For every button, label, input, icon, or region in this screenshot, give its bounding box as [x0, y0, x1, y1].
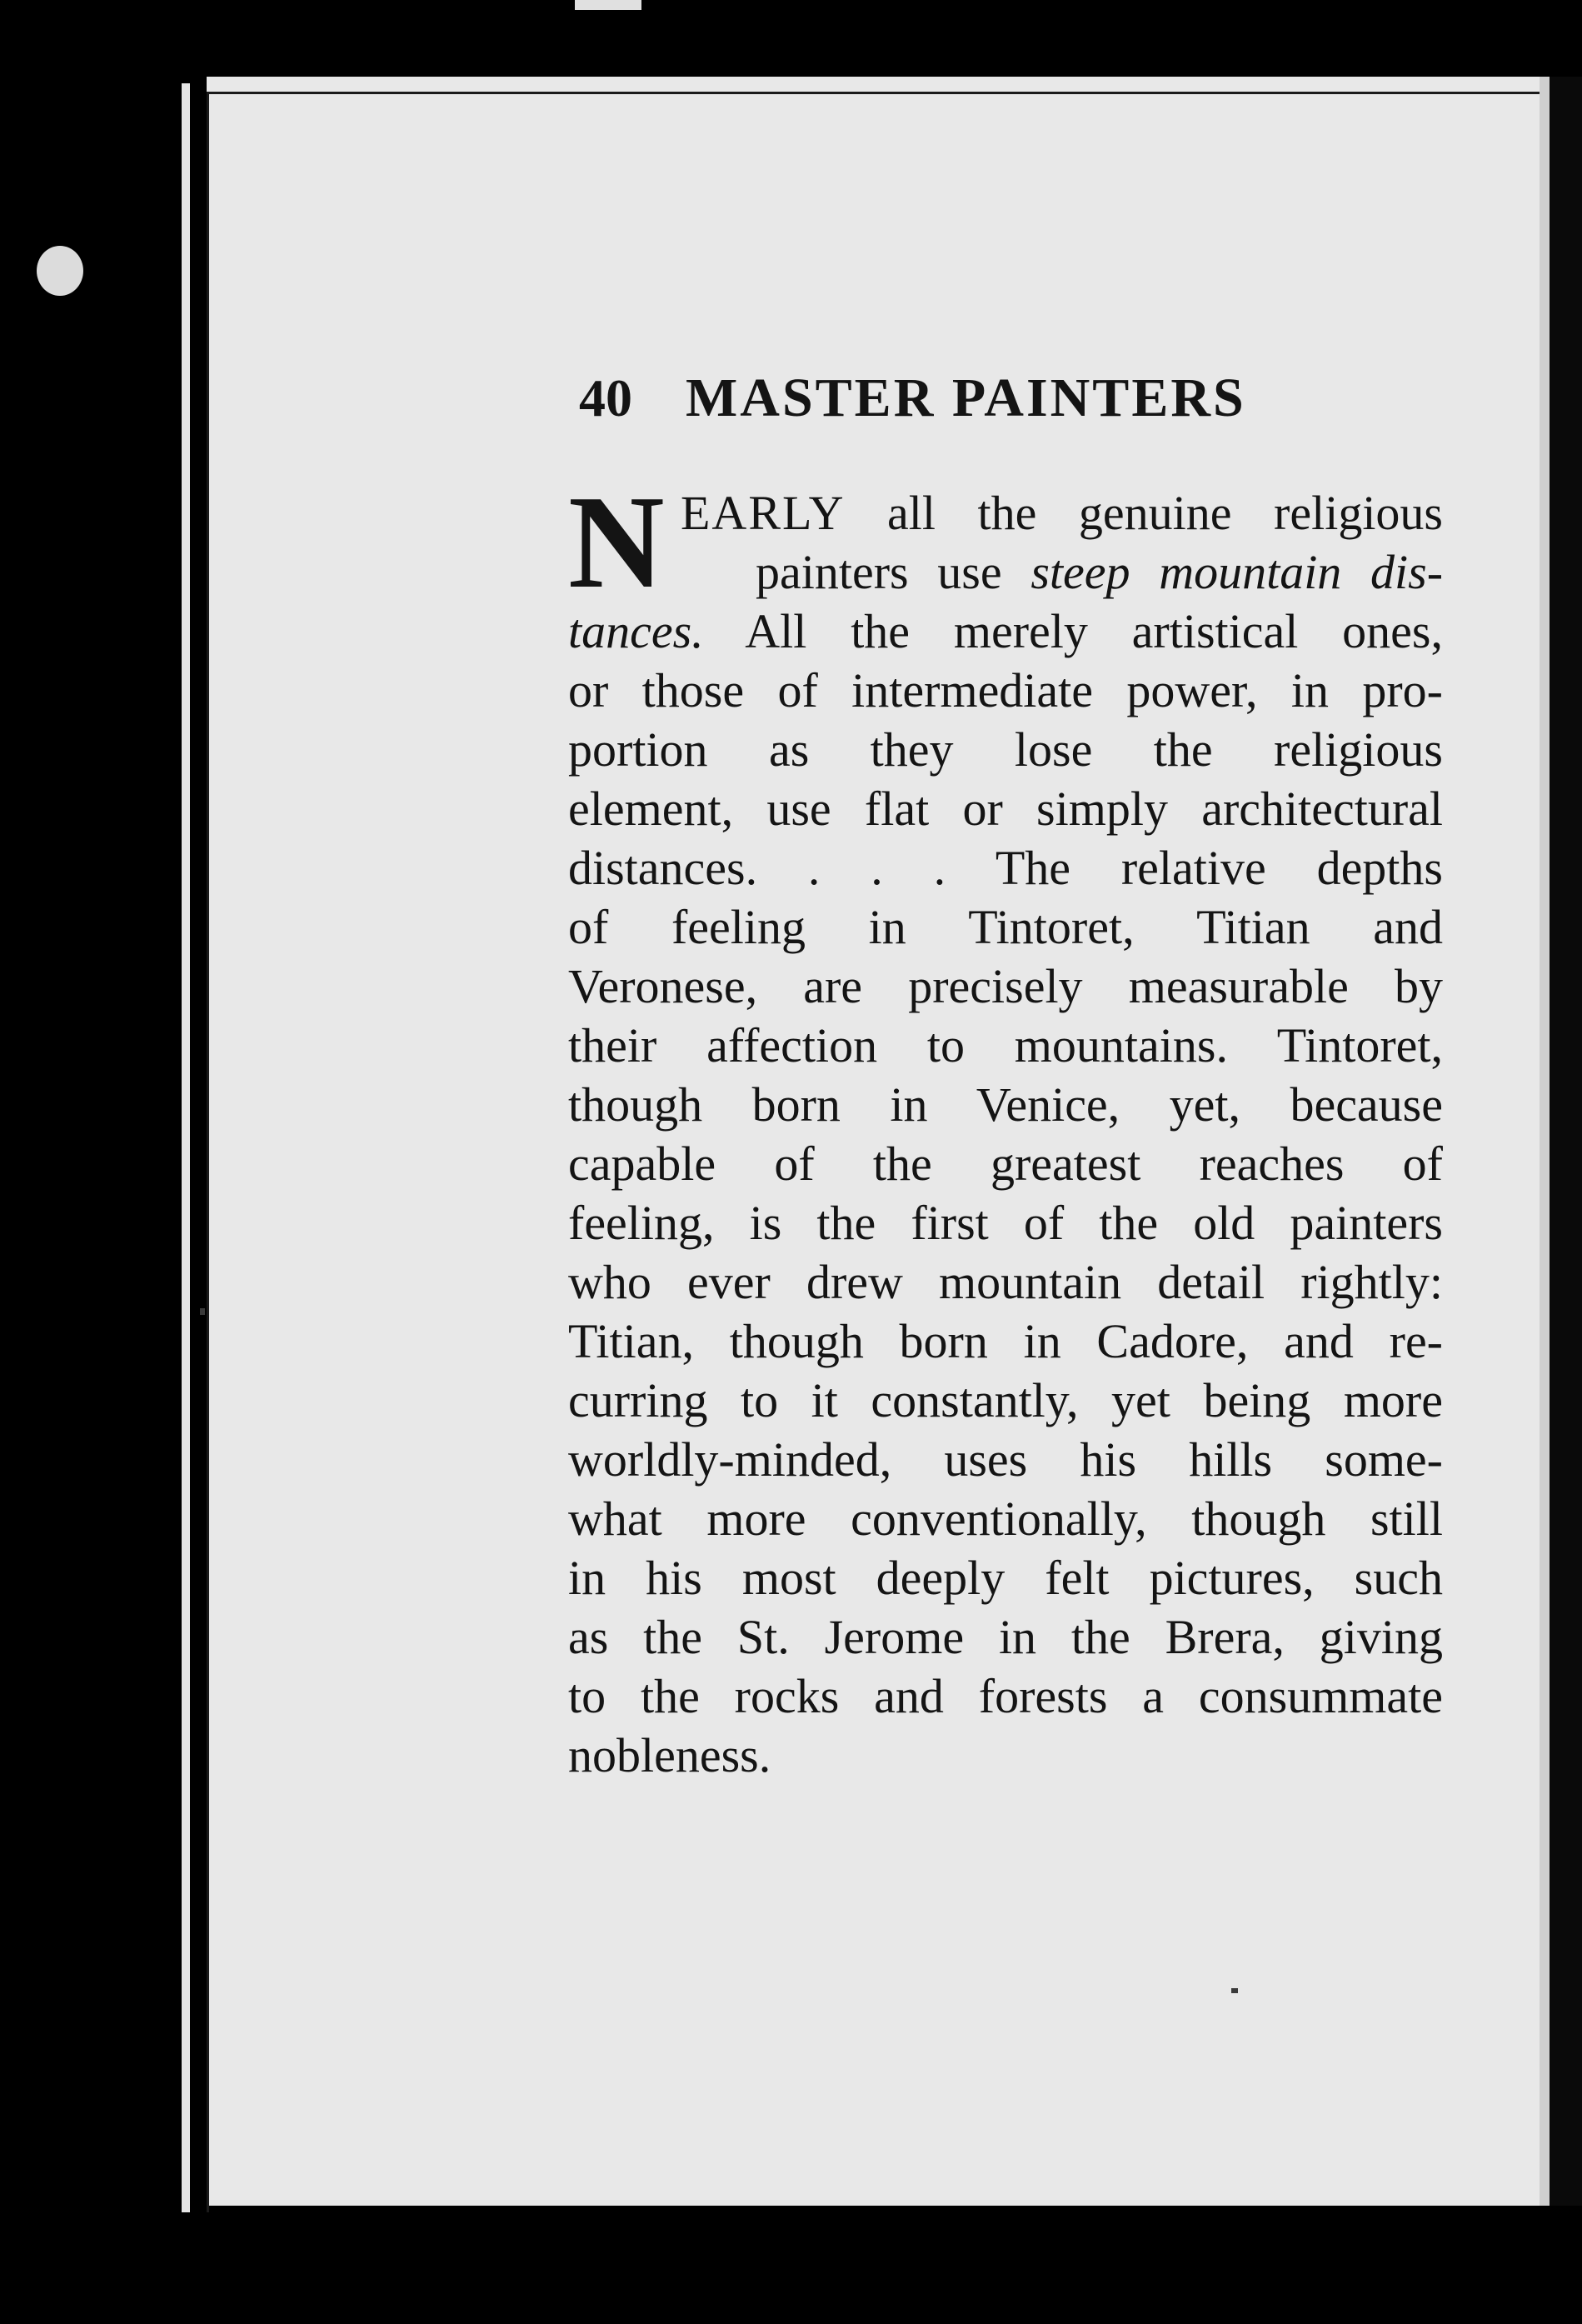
line1-rest: all the genuine religious: [887, 486, 1444, 540]
text-line-16: curring to it constantly, yet being more: [568, 1373, 1443, 1427]
text-line-15: Titian, though born in Cadore, and re-: [568, 1314, 1443, 1368]
line1-caps: EARLY: [681, 486, 846, 540]
text-line-14: who ever drew mountain detail rightly:: [568, 1255, 1443, 1309]
text-line-22: nobleness.: [568, 1728, 771, 1782]
speck-mark: [1231, 1988, 1238, 1993]
page-border-top: [207, 92, 1579, 94]
text-line-20: as the St. Jerome in the Brera, giving: [568, 1610, 1443, 1664]
text-line-11: though born in Venice, yet, because: [568, 1077, 1443, 1132]
binding-hole-icon: [37, 246, 83, 296]
drop-cap: N: [568, 467, 665, 616]
text-line-8: of feeling in Tintoret, Titian and: [568, 900, 1443, 954]
page-edge: [182, 83, 190, 2212]
text-line-19: in his most deeply felt pictures, such: [568, 1551, 1443, 1605]
text-line-3: [568, 602, 1443, 661]
page-number: 40: [579, 368, 632, 427]
text-line-5: portion as they lose the religious: [568, 722, 1443, 777]
text-line-17: worldly-minded, uses his hills some-: [568, 1432, 1443, 1487]
text-line-7: distances. . . . The relative depths: [568, 841, 1443, 895]
text-line-1: [568, 483, 1443, 542]
line2-italic: steep mountain dis-: [1031, 545, 1444, 599]
text-line-13: feeling, is the first of the old painters: [568, 1196, 1443, 1250]
speck-mark: [200, 1308, 205, 1315]
line3-italic: tances.: [568, 604, 704, 658]
line3-rest: All the merely artistical ones,: [745, 604, 1443, 658]
running-title: MASTER PAINTERS: [686, 367, 1246, 428]
text-line-18: what more conventionally, though still: [568, 1492, 1443, 1546]
text-line-2: [568, 542, 1443, 602]
line2-roman: painters use: [756, 545, 1002, 599]
paper-scrap: [575, 0, 641, 10]
text-line-10: their affection to mountains. Tintoret,: [568, 1018, 1443, 1072]
page-border-right: [1550, 77, 1582, 2206]
text-line-9: Veronese, are precisely measurable by: [568, 959, 1443, 1013]
running-head: [579, 367, 1412, 433]
text-line-12: capable of the greatest reaches of: [568, 1137, 1443, 1191]
text-line-4: or those of intermediate power, in pro-: [568, 663, 1443, 717]
page-border-left: [207, 92, 209, 2212]
text-line-6: element, use flat or simply architectural: [568, 782, 1443, 836]
body-text: [568, 467, 1444, 1785]
text-line-21: to the rocks and forests a consummate: [568, 1669, 1443, 1723]
